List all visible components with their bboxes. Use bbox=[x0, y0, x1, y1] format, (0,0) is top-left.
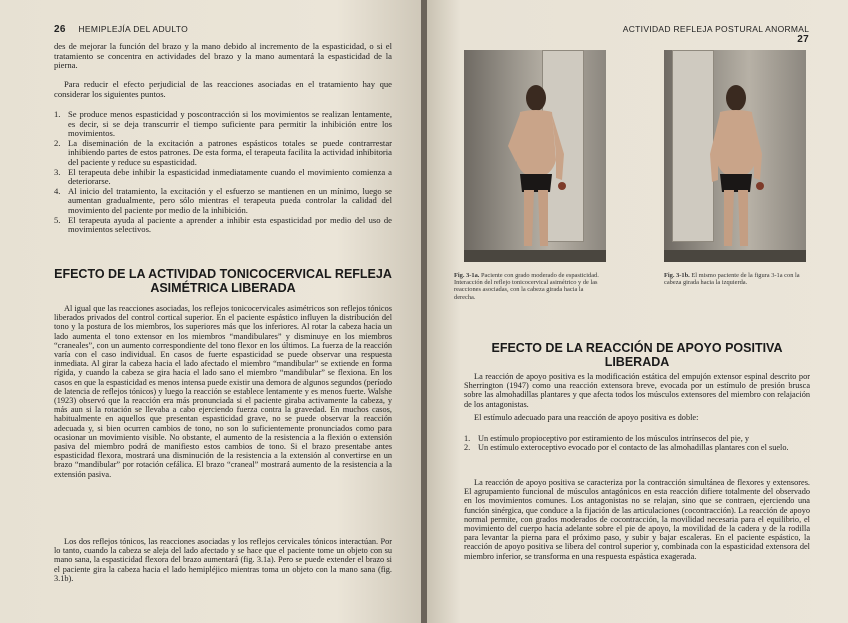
list-item: 2. Un estímulo exteroceptivo evocado por el contacto de las almohadillas plantares con el suelo. bbox=[464, 443, 789, 453]
patient-figure-icon bbox=[664, 50, 806, 262]
list-item: 1. Se produce menos espasticidad y poscontracción si los movimientos se realizan lentamente, es decir, si se deja transcurrir el tiempo suficiente para permitir la inhibición entre los movimientos. bbox=[54, 109, 392, 139]
left-running-title: HEMIPLEJÍA DEL ADULTO bbox=[78, 24, 189, 34]
left-page bbox=[0, 0, 421, 623]
figure-3-1a-caption: Fig. 3-1a. Paciente con grado moderado de espasticidad. Interacción del reflejo tonicocervical asimétrico y de las reacciones asociadas, con la cabeza girada hacia la derecha. bbox=[454, 272, 599, 301]
list-item: 4. Al inicio del tratamiento, la excitación y el esfuerzo se mantienen en un mínimo, luego se aumentan gradualmente, pero sólo mientras el terapeuta pueda controlar la calidad del movimiento del paciente por medio de la inhibición. bbox=[54, 185, 392, 215]
left-intro-paragraph: des de mejorar la función del brazo y la mano debido al incremento de la espasticidad, o si el tratamiento se concentra en actividades del brazo y la mano aumentará la espasticidad de la pierna. bbox=[54, 41, 392, 71]
figure-3-1a-photo bbox=[464, 50, 606, 262]
right-numbered-list bbox=[464, 434, 810, 452]
left-intro-paragraph-2: Para reducir el efecto perjudicial de las reacciones asociadas en el tratamiento hay que considerar los siguientes puntos. bbox=[54, 79, 392, 99]
list-item: 5. El terapeuta ayuda al paciente a aprender a inhibir esta espasticidad por medio del uso de movimientos selectivos. bbox=[54, 214, 392, 235]
right-page-number: 27 bbox=[797, 34, 809, 45]
left-running-head bbox=[54, 24, 188, 35]
figure-3-1b-photo bbox=[664, 50, 806, 262]
list-item: 1. Un estímulo propioceptivo por estiramiento de los músculos intrínsecos del pie, y bbox=[464, 434, 749, 443]
right-page bbox=[427, 0, 848, 623]
right-running-title: ACTIVIDAD REFLEJA POSTURAL ANORMAL bbox=[622, 24, 809, 34]
list-item: 3. El terapeuta debe inhibir la espasticidad inmediatamente cuando el movimiento comienza a deteriorarse. bbox=[54, 166, 392, 187]
left-body-paragraph-2: Los dos reflejos tónicos, las reacciones asociadas y los reflejos cervicales tónicos interactúan. Por lo tanto, cuando la cabeza se aleja del lado afectado y se hace que el paciente tome un objeto con su mano sana, la espasticidad flexora del brazo aumentará (fig. 3.1a). Pero se puede extender el brazo si el paciente gira la cabeza hacia el lado hemipléjico mientras toma un objeto con la mano sana (fig. 3.1b). bbox=[54, 537, 392, 583]
right-section-heading: EFECTO DE LA REACCIÓN DE APOYO POSITIVA LIBERADA bbox=[491, 341, 783, 369]
left-body-paragraph-1: Al igual que las reacciones asociadas, los reflejos tonicocervicales asimétricos son reflejos tónicos liberados privados del control cortical superior. En el paciente espástico influyen la distribución del tono y la postura de los miembros, los superiores más que los inferiores. Al rotar la cabeza hacia un lado aumenta el tono extensor en los miembros “mandibulares” y disminuye en los miembros “craneales”, con un aumento correspondiente del tono flexor en los últimos. La fuerza de la reacción varía con el caso individual. En casos de fuerte espasticidad se puede observar una respuesta inmediata. Al girar la cabeza hacia el lado afectado el miembro “mandibular” se extiende en forma rígida, y cuando la cabeza se gira hacia el lado sano el miembro “mandibular” se flexiona. En los casos en que la espasticidad es menos intensa puede existir una demora de algunos segundos (período de latencia de reflejos tónicos) y luego la reacción se establece lentamente y es menos fuerte. Walshe (1923) observó que la reacción era más pronunciada si el paciente giraba activamente la cabeza, y más aun si la rotación se llevaba a cabo ejerciendo fuerza contra la gravedad. En muchos casos, habitualmente en aquellos que presentan espasticidad grave, no se puede observar la reacción adecuada y, si bien ocurren cambios de tono, no son lo suficientemente pronunciados como para ocasionar un movimiento visible. No obstante, el aumento de la resistencia a la flexión o extensión pasiva del miembro podrá de manifiesto estos cambios de tono. Si el brazo presentabe antes espasticidad flexora, mostrará una disminución de la resistencia a la extensión al convertirse en un brazo “mandibular” por rotación cefálica. El brazo “craneal” mostrará aumento de la resistencia a la extensión pasiva. bbox=[54, 304, 392, 479]
list-item: 2. La diseminación de la excitación a patrones espásticos totales se puede contrarrestar inhibiendo partes de estos patrones. De esta forma, el terapeuta facilita la actividad inhibitoria del paciente y reduce su espasticidad. bbox=[54, 137, 392, 167]
left-numbered-list bbox=[54, 110, 392, 235]
right-body-paragraph-2: El estímulo adecuado para una reacción de apoyo positiva es doble: bbox=[474, 413, 699, 422]
figure-3-1b-caption: Fig. 3-1b. El mismo paciente de la figura 3-1a con la cabeza girada hacia la izquierda. bbox=[664, 272, 800, 287]
left-section-heading: EFECTO DE LA ACTIVIDAD TONICOCERVICAL REFLEJA ASIMÉTRICA LIBERADA bbox=[54, 267, 392, 295]
right-body-paragraph-3: La reacción de apoyo positiva se caracteriza por la contracción simultánea de flexores y extensores. El agrupamiento funcional de músculos antagónicos en esta reacción difiere totalmente del observado en los movimientos comunes. Los antagonistas no se relajan, sino que se contraen, ejerciendo una función sinérgica, que conduce a la fijación de las articulaciones (cocontracción). La reacción de apoyo normal permite, con grados moderados de cocontracción, la movilidad necesaria para el equilibrio, el movimiento del cuerpo hacia adelante sobre el pie de apoyo, la movilidad de la cadera y de la rodilla para levantar la pierna para el próximo paso, y subir y bajar escaleras. En el paciente espástico, la reacción de apoyo positiva se libera del control superior y, combinada con la espasticidad extensora del miembro inferior, se transforma en una respuesta espástica exagerada. bbox=[464, 478, 810, 561]
left-page-number: 26 bbox=[54, 24, 66, 35]
right-body-paragraph-1: La reacción de apoyo positiva es la modificación estática del empujón extensor espinal descrito por Sherrington (1947) como una reacción extensora breve, evocada por un estímulo de presión brusca sobre las almohadillas plantares y que afecta todos los músculos extensores del miembro con relajación de los antagonistas. bbox=[464, 372, 810, 409]
right-running-head bbox=[597, 24, 809, 45]
patient-figure-icon bbox=[464, 50, 606, 262]
